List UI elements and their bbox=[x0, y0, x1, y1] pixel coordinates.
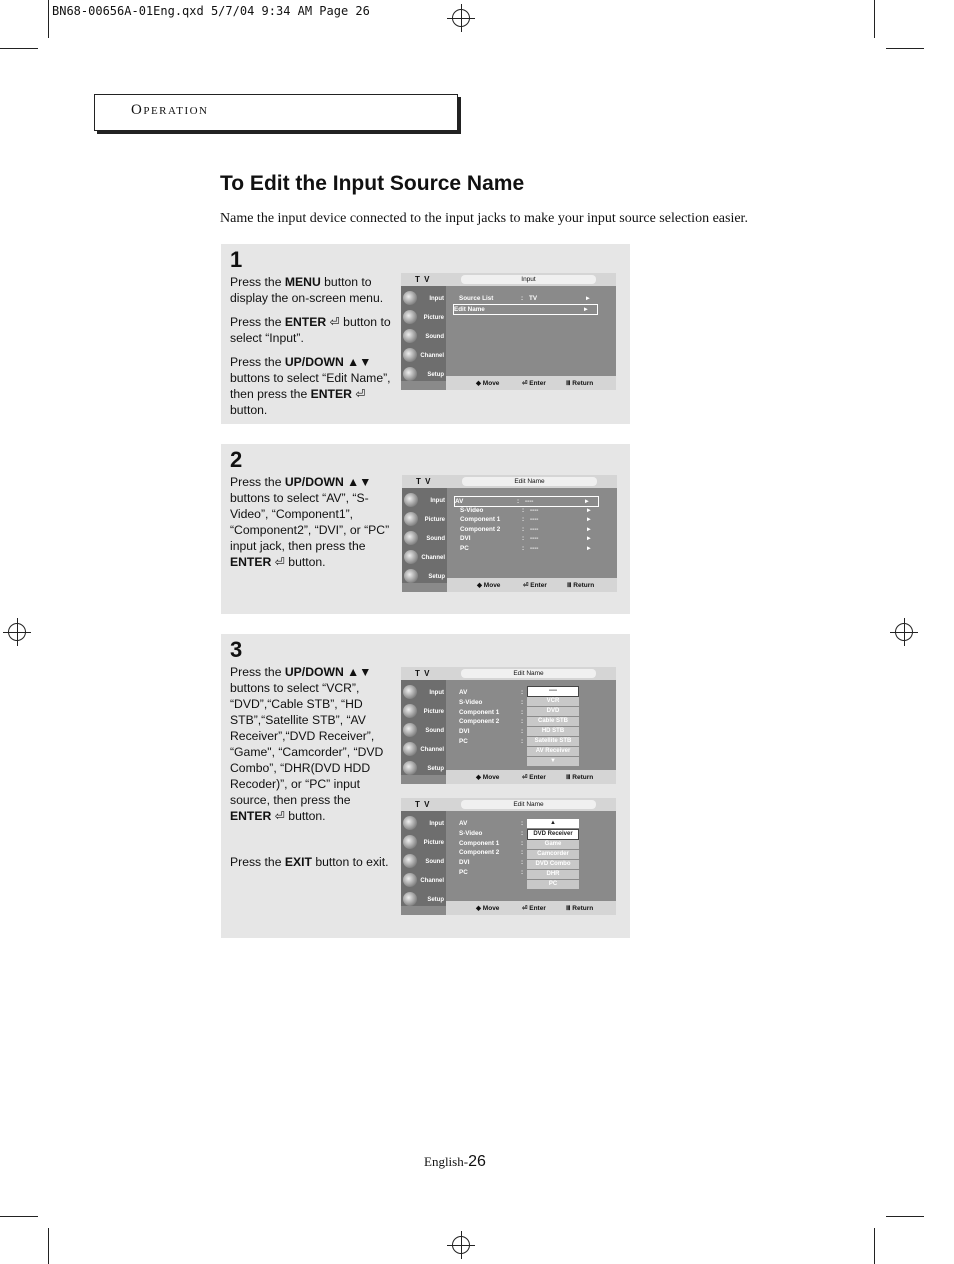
row-label: AV bbox=[459, 689, 468, 696]
osd-menu-row bbox=[460, 515, 600, 524]
dropdown-option: Cable STB bbox=[527, 717, 579, 727]
button-name: ENTER bbox=[310, 387, 352, 401]
osd-side-label: Setup bbox=[428, 574, 445, 580]
osd-side-label: Input bbox=[429, 296, 444, 302]
registration-mark bbox=[447, 1231, 475, 1259]
text-run: ▲▼ buttons to select “AV”, “S-Video”, “Component1”, “Component2”, “DVI”, or “PC” input jack, then press the bbox=[230, 475, 390, 553]
crop-mark bbox=[48, 1228, 49, 1264]
move-hint: ◆ Move bbox=[477, 582, 501, 589]
osd-menu-row bbox=[459, 708, 529, 717]
osd-menu-row bbox=[459, 717, 529, 726]
osd-menu-row bbox=[460, 506, 600, 515]
menu-icon bbox=[403, 685, 417, 699]
osd-side-item bbox=[403, 309, 446, 325]
crop-mark bbox=[0, 48, 38, 49]
text-run: Press the bbox=[230, 855, 285, 869]
registration-mark bbox=[447, 4, 475, 32]
osd-bottom-bar bbox=[446, 901, 616, 915]
osd-menu-row bbox=[459, 819, 529, 828]
step-paragraph bbox=[230, 354, 395, 418]
menu-icon bbox=[403, 761, 417, 775]
step-text bbox=[230, 664, 395, 878]
enter-hint: ⏎ Enter bbox=[522, 774, 546, 781]
osd-side-label: Channel bbox=[420, 747, 444, 753]
button-name: EXIT bbox=[284, 855, 312, 869]
menu-icon bbox=[403, 854, 417, 868]
osd-screen bbox=[401, 667, 616, 784]
osd-side-item bbox=[403, 760, 446, 776]
step-text bbox=[230, 274, 395, 426]
osd-side-label: Setup bbox=[427, 766, 444, 772]
row-label: S-Video bbox=[460, 506, 484, 514]
text-run: ⏎ button. bbox=[271, 555, 326, 569]
row-colon: : bbox=[522, 516, 525, 524]
menu-icon bbox=[404, 550, 418, 564]
row-colon: : bbox=[521, 718, 524, 726]
osd-side-label: Picture bbox=[424, 517, 445, 523]
enter-hint: ⏎ Enter bbox=[522, 380, 546, 387]
row-colon: : bbox=[522, 535, 525, 543]
osd-side-label: Input bbox=[429, 690, 444, 696]
row-value: ---- bbox=[530, 535, 539, 543]
text-run: Press the bbox=[230, 315, 285, 329]
row-label: Component 1 bbox=[460, 516, 501, 524]
osd-side-label: Input bbox=[429, 821, 444, 827]
step-number: 3 bbox=[230, 637, 243, 662]
step-paragraph bbox=[230, 664, 395, 824]
menu-icon bbox=[404, 569, 418, 583]
osd-menu-row bbox=[459, 737, 529, 746]
row-colon: : bbox=[521, 689, 524, 696]
dropdown-option: DHR bbox=[527, 870, 579, 880]
arrow-right-icon: ► bbox=[585, 525, 592, 533]
row-value: ---- bbox=[530, 516, 539, 524]
arrow-right-icon: ► bbox=[585, 535, 592, 543]
row-value: ---- bbox=[525, 498, 534, 505]
row-colon: : bbox=[521, 728, 524, 736]
row-colon: : bbox=[521, 708, 524, 716]
osd-side-label: Channel bbox=[421, 555, 445, 561]
dropdown-option: HD STB bbox=[527, 727, 579, 737]
osd-menu-row bbox=[459, 858, 529, 867]
osd-menu-row bbox=[460, 534, 600, 543]
menu-icon bbox=[404, 512, 418, 526]
step-paragraph bbox=[230, 854, 395, 870]
step-paragraph bbox=[230, 274, 395, 306]
osd-side-item bbox=[403, 684, 446, 700]
row-colon: : bbox=[521, 738, 524, 745]
button-name: ENTER bbox=[230, 809, 272, 823]
osd-side-item bbox=[403, 815, 446, 831]
row-label: S-Video bbox=[459, 698, 483, 706]
row-label: Component 2 bbox=[459, 849, 500, 857]
osd-bottom-bar bbox=[446, 770, 616, 784]
row-value: ---- bbox=[530, 506, 539, 514]
osd-side-item bbox=[404, 511, 447, 527]
osd-menu-row bbox=[459, 688, 529, 697]
crop-mark bbox=[48, 0, 49, 38]
row-label: Source List bbox=[459, 295, 494, 302]
menu-icon bbox=[404, 493, 418, 507]
menu-icon bbox=[403, 291, 417, 305]
menu-icon bbox=[403, 329, 417, 343]
osd-sidebar bbox=[402, 488, 447, 583]
step-paragraph bbox=[230, 474, 395, 570]
osd-bottom-bar bbox=[446, 376, 616, 390]
osd-tv-label: T V bbox=[415, 275, 431, 284]
osd-side-label: Setup bbox=[427, 897, 444, 903]
osd-side-item bbox=[403, 872, 446, 888]
move-hint: ◆ Move bbox=[476, 905, 500, 912]
row-colon: : bbox=[521, 849, 524, 857]
osd-top-bar bbox=[401, 273, 616, 286]
osd-top-bar bbox=[401, 667, 616, 680]
section-label: Operation bbox=[131, 102, 209, 118]
button-name: ENTER bbox=[284, 315, 327, 329]
menu-icon bbox=[404, 531, 418, 545]
text-run: ⏎ button. bbox=[230, 387, 366, 417]
step-text bbox=[230, 474, 395, 578]
arrow-right-icon: ► bbox=[585, 516, 592, 524]
row-label: PC bbox=[460, 545, 469, 552]
osd-menu-title: Edit Name bbox=[461, 800, 596, 809]
row-colon: : bbox=[521, 859, 524, 867]
arrow-right-icon: ► bbox=[584, 295, 591, 302]
osd-side-item bbox=[403, 722, 446, 738]
menu-icon bbox=[403, 742, 417, 756]
osd-side-label: Sound bbox=[425, 334, 444, 340]
text-run: button to exit. bbox=[311, 855, 389, 869]
osd-side-item bbox=[404, 549, 447, 565]
dropdown-option: DVD Receiver bbox=[527, 829, 579, 840]
osd-menu-title: Edit Name bbox=[461, 669, 596, 678]
menu-icon bbox=[403, 310, 417, 324]
crop-mark bbox=[0, 1216, 38, 1217]
dropdown-option: DVD bbox=[527, 707, 579, 717]
osd-tv-label: T V bbox=[415, 669, 431, 678]
arrow-right-icon: ► bbox=[582, 305, 589, 313]
text-run: ▲▼ buttons to select “Edit Name”, then press the bbox=[230, 355, 391, 401]
osd-dropdown bbox=[527, 686, 579, 767]
osd-menu-row bbox=[453, 304, 598, 315]
move-hint: ◆ Move bbox=[476, 380, 500, 387]
arrow-right-icon: ► bbox=[583, 498, 590, 505]
row-value: TV bbox=[529, 295, 538, 302]
osd-menu-row bbox=[459, 829, 529, 838]
osd-side-item bbox=[403, 834, 446, 850]
row-colon: : bbox=[521, 698, 524, 706]
osd-dropdown bbox=[527, 819, 579, 890]
osd-side-item bbox=[403, 741, 446, 757]
return-hint: Ⅲ Return bbox=[567, 582, 595, 589]
row-label: AV bbox=[459, 820, 468, 827]
row-label: AV bbox=[455, 498, 464, 505]
row-label: S-Video bbox=[459, 829, 483, 837]
row-colon: : bbox=[517, 498, 520, 505]
text-run: Press the bbox=[230, 475, 285, 489]
registration-mark bbox=[3, 618, 31, 646]
osd-screen bbox=[402, 475, 617, 592]
row-colon: : bbox=[521, 295, 524, 302]
osd-side-item bbox=[404, 568, 447, 584]
row-label: Component 2 bbox=[459, 718, 500, 726]
osd-side-item bbox=[403, 703, 446, 719]
osd-screen bbox=[401, 798, 616, 915]
row-label: DVI bbox=[459, 728, 470, 736]
dropdown-option: ▼ bbox=[527, 757, 579, 767]
osd-side-item bbox=[404, 530, 447, 546]
row-label: Edit Name bbox=[454, 305, 485, 313]
footer-prefix: English- bbox=[424, 1154, 469, 1169]
osd-top-bar bbox=[402, 475, 617, 488]
menu-icon bbox=[403, 704, 417, 718]
dropdown-option: PC bbox=[527, 880, 579, 890]
text-run: ⏎ button to select “Input”. bbox=[230, 315, 391, 345]
osd-menu-row bbox=[459, 868, 529, 877]
osd-side-item bbox=[403, 290, 446, 306]
osd-tv-label: T V bbox=[415, 800, 431, 809]
menu-icon bbox=[403, 873, 417, 887]
row-label: PC bbox=[459, 738, 468, 745]
button-name: MENU bbox=[284, 275, 321, 289]
dropdown-option: ---- bbox=[527, 686, 579, 697]
osd-sidebar bbox=[401, 286, 446, 381]
button-name: UP/DOWN bbox=[284, 475, 344, 489]
osd-screen bbox=[401, 273, 616, 390]
page-title: To Edit the Input Source Name bbox=[220, 172, 525, 195]
row-colon: : bbox=[521, 869, 524, 876]
menu-icon bbox=[403, 723, 417, 737]
osd-side-label: Sound bbox=[426, 536, 445, 542]
row-label: DVI bbox=[460, 535, 471, 543]
osd-tv-label: T V bbox=[416, 477, 432, 486]
osd-top-bar bbox=[401, 798, 616, 811]
row-label: Component 1 bbox=[459, 708, 500, 716]
step-number: 1 bbox=[230, 247, 243, 272]
osd-side-item bbox=[403, 853, 446, 869]
menu-icon bbox=[403, 348, 417, 362]
step-paragraph bbox=[230, 314, 395, 346]
arrow-right-icon: ► bbox=[585, 506, 592, 514]
row-colon: : bbox=[521, 829, 524, 837]
osd-side-label: Sound bbox=[425, 728, 444, 734]
osd-menu-row bbox=[459, 698, 529, 707]
page-footer bbox=[424, 1153, 486, 1171]
text-run: Press the bbox=[230, 665, 285, 679]
crop-mark bbox=[874, 0, 875, 38]
osd-side-label: Picture bbox=[423, 315, 444, 321]
osd-menu-row bbox=[460, 544, 600, 553]
return-hint: Ⅲ Return bbox=[566, 905, 594, 912]
dropdown-option: AV Receiver bbox=[527, 747, 579, 757]
button-name: UP/DOWN bbox=[284, 665, 344, 679]
page-number: 26 bbox=[468, 1153, 486, 1170]
text-run: Press the bbox=[230, 275, 285, 289]
button-name: UP/DOWN bbox=[284, 355, 344, 369]
dropdown-option: Camcorder bbox=[527, 850, 579, 860]
osd-side-label: Picture bbox=[423, 840, 444, 846]
button-name: ENTER bbox=[230, 555, 272, 569]
row-value: ---- bbox=[530, 525, 539, 533]
osd-menu-row bbox=[460, 525, 600, 534]
intro-text: Name the input device connected to the input jacks to make your input source selection easier. bbox=[220, 211, 748, 226]
dropdown-option: DVD Combo bbox=[527, 860, 579, 870]
osd-sidebar bbox=[401, 680, 446, 775]
step-number: 2 bbox=[230, 447, 243, 472]
row-colon: : bbox=[521, 839, 524, 847]
osd-side-label: Picture bbox=[423, 709, 444, 715]
arrow-right-icon: ► bbox=[585, 545, 592, 552]
crop-mark bbox=[874, 1228, 875, 1264]
row-label: PC bbox=[459, 869, 468, 876]
text-run: button to display the on-screen menu. bbox=[230, 275, 384, 305]
row-value: ---- bbox=[530, 545, 539, 552]
move-hint: ◆ Move bbox=[476, 774, 500, 781]
osd-bottom-bar bbox=[447, 578, 617, 592]
return-hint: Ⅲ Return bbox=[566, 380, 594, 387]
row-colon: : bbox=[522, 506, 525, 514]
text-run: Press the bbox=[230, 355, 285, 369]
enter-hint: ⏎ Enter bbox=[523, 582, 547, 589]
osd-menu-title: Input bbox=[461, 275, 596, 284]
row-colon: : bbox=[522, 545, 525, 552]
menu-icon bbox=[403, 367, 417, 381]
text-run: ⏎ button. bbox=[271, 809, 326, 823]
osd-menu-row bbox=[459, 848, 529, 857]
file-slug: BN68-00656A-01Eng.qxd 5/7/04 9:34 AM Page 26 bbox=[52, 4, 370, 18]
dropdown-option: VCR bbox=[527, 697, 579, 707]
osd-side-item bbox=[403, 891, 446, 907]
osd-side-label: Input bbox=[430, 498, 445, 504]
dropdown-option: ▲ bbox=[527, 819, 579, 829]
crop-mark bbox=[886, 48, 924, 49]
osd-side-label: Channel bbox=[420, 878, 444, 884]
crop-mark bbox=[886, 1216, 924, 1217]
return-hint: Ⅲ Return bbox=[566, 774, 594, 781]
osd-side-item bbox=[404, 492, 447, 508]
row-label: Component 2 bbox=[460, 525, 501, 533]
row-label: Component 1 bbox=[459, 839, 500, 847]
row-label: DVI bbox=[459, 859, 470, 867]
dropdown-option: Game bbox=[527, 840, 579, 850]
osd-menu-row bbox=[459, 727, 529, 736]
osd-menu-row bbox=[459, 294, 599, 303]
osd-side-label: Channel bbox=[420, 353, 444, 359]
row-colon: : bbox=[522, 525, 525, 533]
dropdown-option: Satellite STB bbox=[527, 737, 579, 747]
osd-side-item bbox=[403, 347, 446, 363]
menu-icon bbox=[403, 835, 417, 849]
osd-sidebar bbox=[401, 811, 446, 906]
osd-side-item bbox=[403, 366, 446, 382]
osd-menu-row bbox=[459, 839, 529, 848]
osd-side-item bbox=[403, 328, 446, 344]
osd-side-label: Setup bbox=[427, 372, 444, 378]
menu-icon bbox=[403, 892, 417, 906]
osd-menu-title: Edit Name bbox=[462, 477, 597, 486]
osd-side-label: Sound bbox=[425, 859, 444, 865]
row-colon: : bbox=[521, 820, 524, 827]
enter-hint: ⏎ Enter bbox=[522, 905, 546, 912]
registration-mark bbox=[890, 618, 918, 646]
menu-icon bbox=[403, 816, 417, 830]
text-run: ▲▼ buttons to select “VCR”, “DVD”,“Cable STB”, “HD STB”,“Satellite STB”, “AV Receiver”,“DVD Receiver”, “Game", “Camcorder”, “DVD Combo”, “DHR(DVD HDD Recoder)”, or “PC” input source, then press the bbox=[230, 665, 384, 807]
